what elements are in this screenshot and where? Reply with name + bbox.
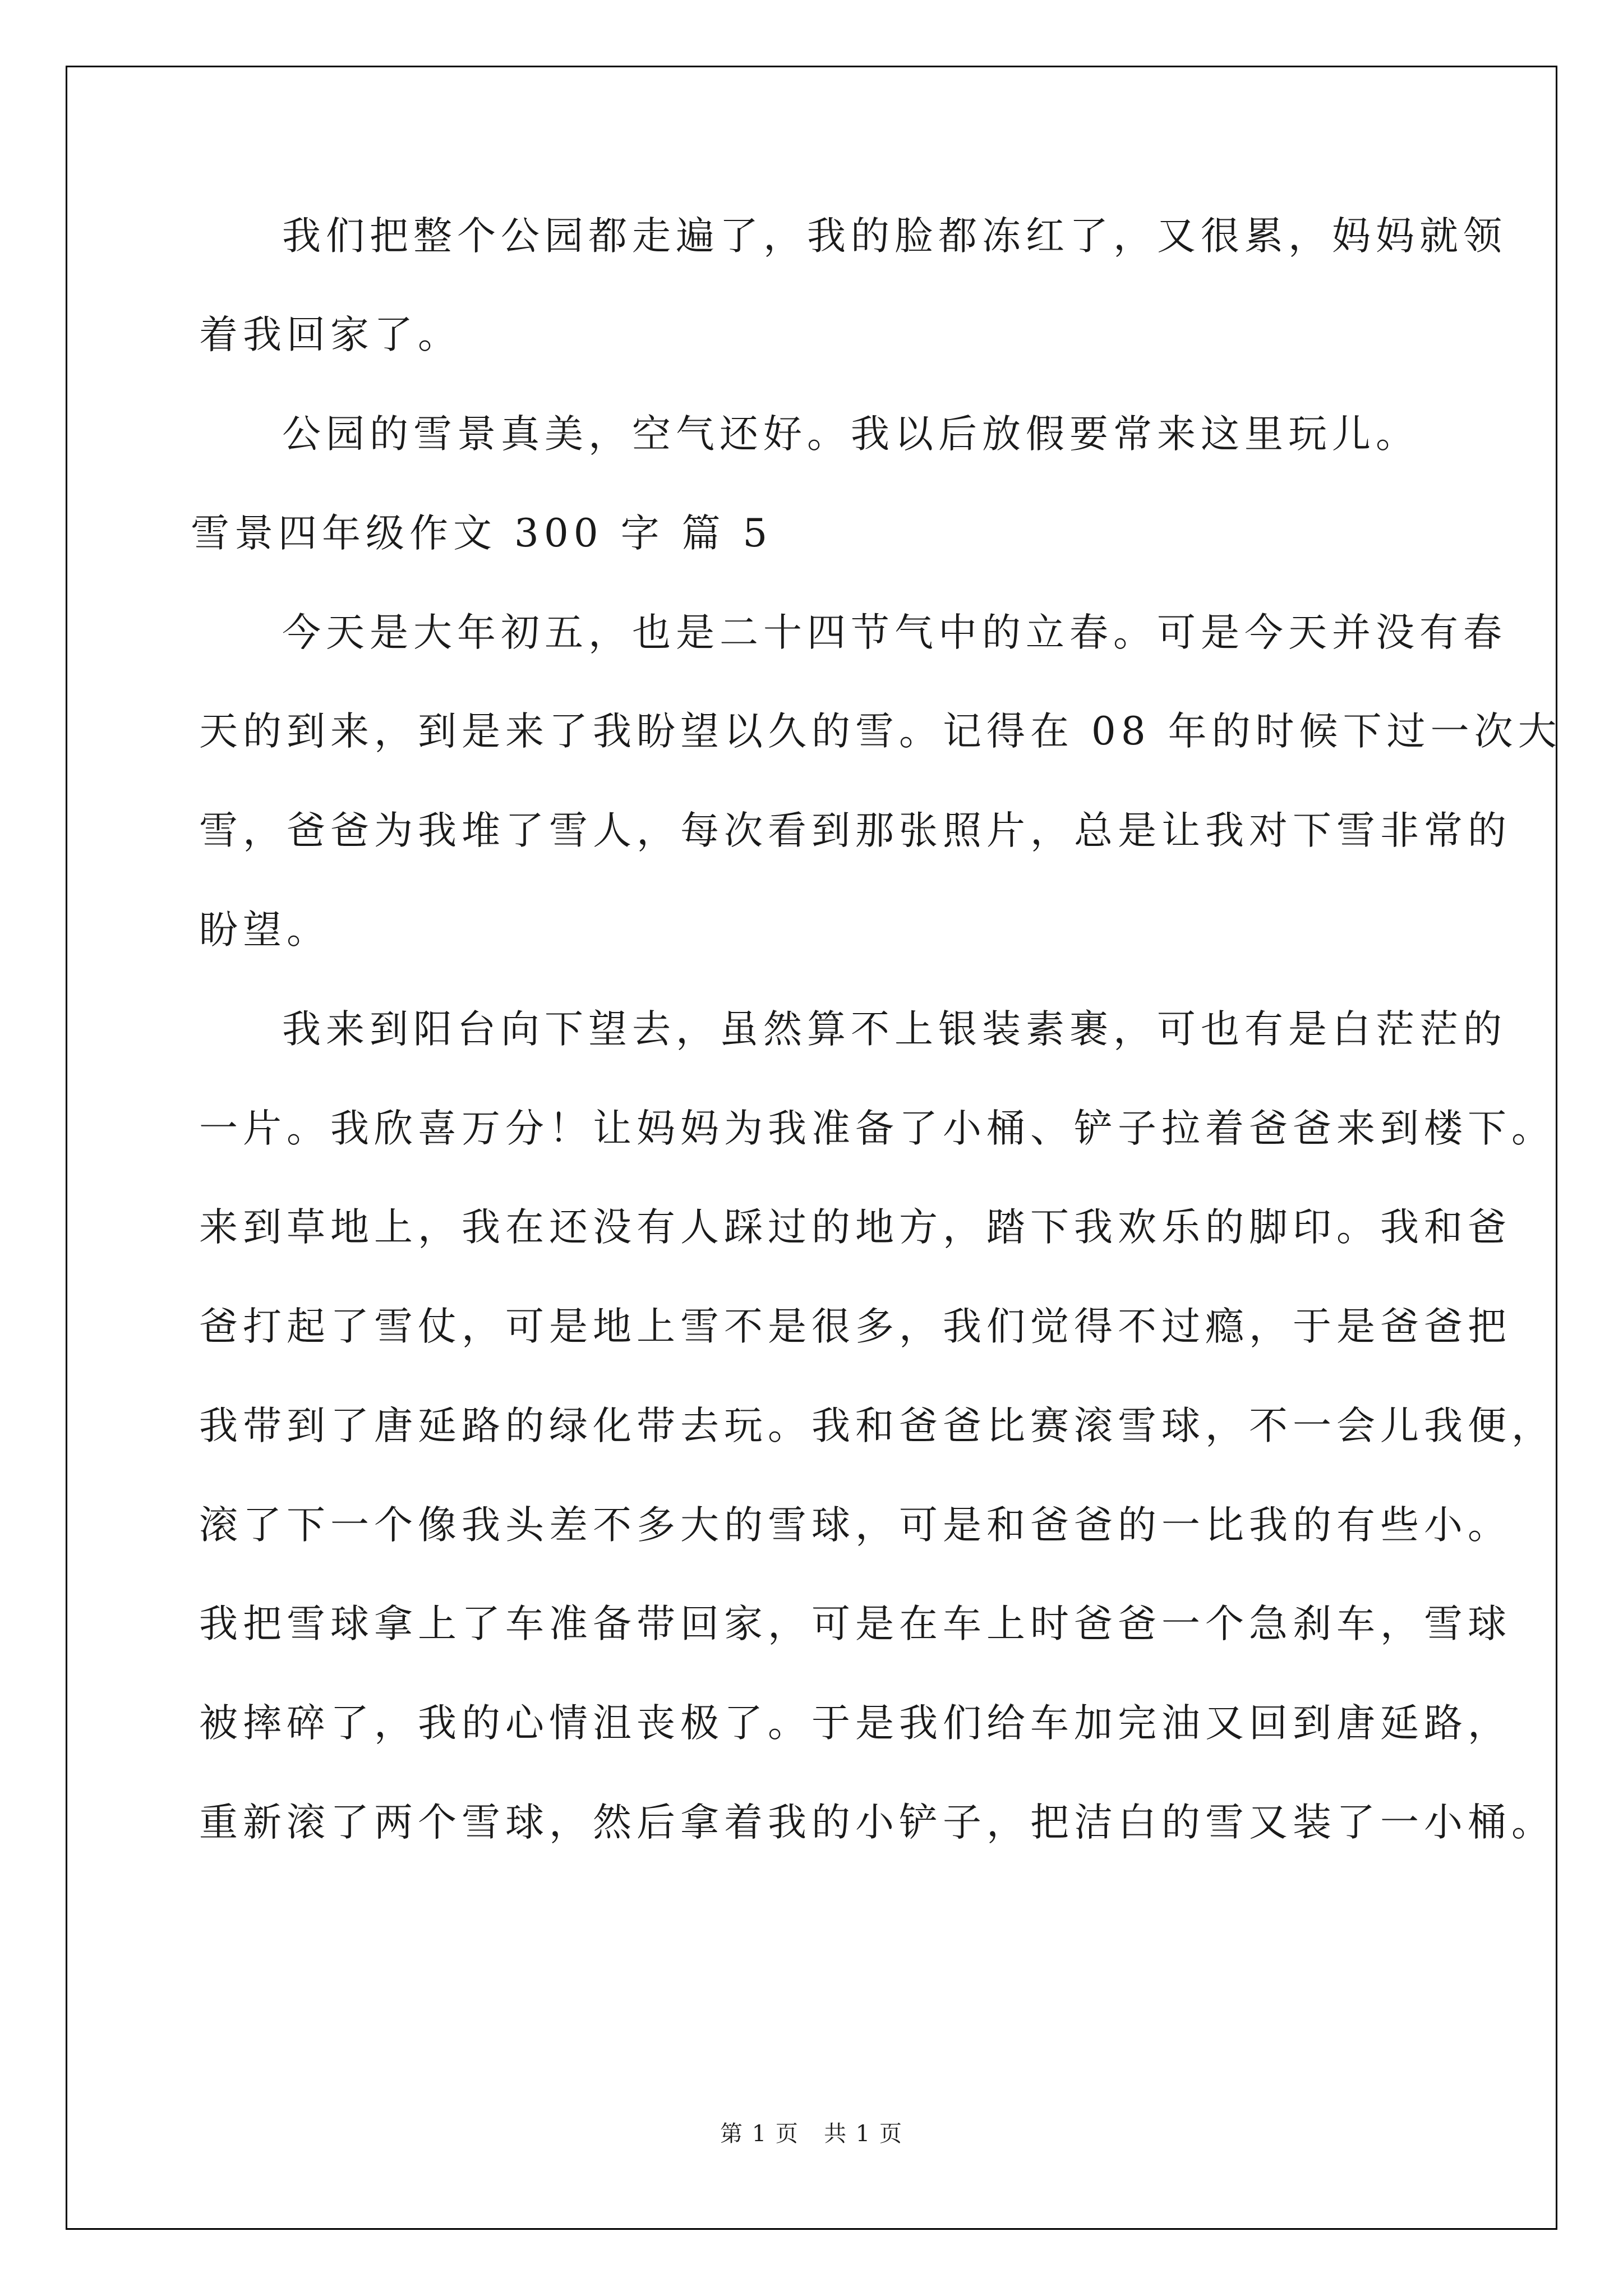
paragraph-line: 今天是大年初五，也是二十四节气中的立春。可是今天并没有春 [282, 610, 1507, 655]
page-number-footer: 第 1 页 共 1 页 [720, 2121, 903, 2147]
paragraph-line: 公园的雪景真美，空气还好。我以后放假要常来这里玩儿。 [282, 412, 1419, 457]
section-heading: 雪景四年级作文 300 字 篇 5 [191, 511, 773, 556]
paragraph-line: 爸打起了雪仗，可是地上雪不是很多，我们觉得不过瘾，于是爸爸把 [199, 1304, 1511, 1349]
paragraph-line: 被摔碎了，我的心情沮丧极了。于是我们给车加完油又回到唐延路， [199, 1701, 1511, 1746]
paragraph-line: 盼望。 [199, 908, 330, 953]
paragraph-line: 着我回家了。 [199, 312, 462, 357]
paragraph-line: 天的到来，到是来了我盼望以久的雪。记得在 08 年的时候下过一次大 [199, 709, 1562, 754]
paragraph-line: 重新滚了两个雪球，然后拿着我的小铲子，把洁白的雪又装了一小桶。 [199, 1800, 1555, 1845]
paragraph-line: 我们把整个公园都走遍了，我的脸都冻红了，又很累，妈妈就领 [282, 214, 1507, 259]
paragraph-line: 一片。我欣喜万分！让妈妈为我准备了小桶、铲子拉着爸爸来到楼下。 [199, 1106, 1555, 1151]
paragraph-line: 我带到了唐延路的绿化带去玩。我和爸爸比赛滚雪球，不一会儿我便， [199, 1404, 1555, 1448]
paragraph-line: 雪，爸爸为我堆了雪人，每次看到那张照片，总是让我对下雪非常的 [199, 808, 1511, 853]
paragraph-line: 我把雪球拿上了车准备带回家，可是在车上时爸爸一个急刹车，雪球 [199, 1602, 1511, 1646]
paragraph-line: 滚了下一个像我头差不多大的雪球，可是和爸爸的一比我的有些小。 [199, 1503, 1511, 1548]
paragraph-line: 我来到阳台向下望去，虽然算不上银装素裹，可也有是白茫茫的 [282, 1007, 1507, 1052]
paragraph-line: 来到草地上，我在还没有人踩过的地方，踏下我欢乐的脚印。我和爸 [199, 1205, 1511, 1250]
